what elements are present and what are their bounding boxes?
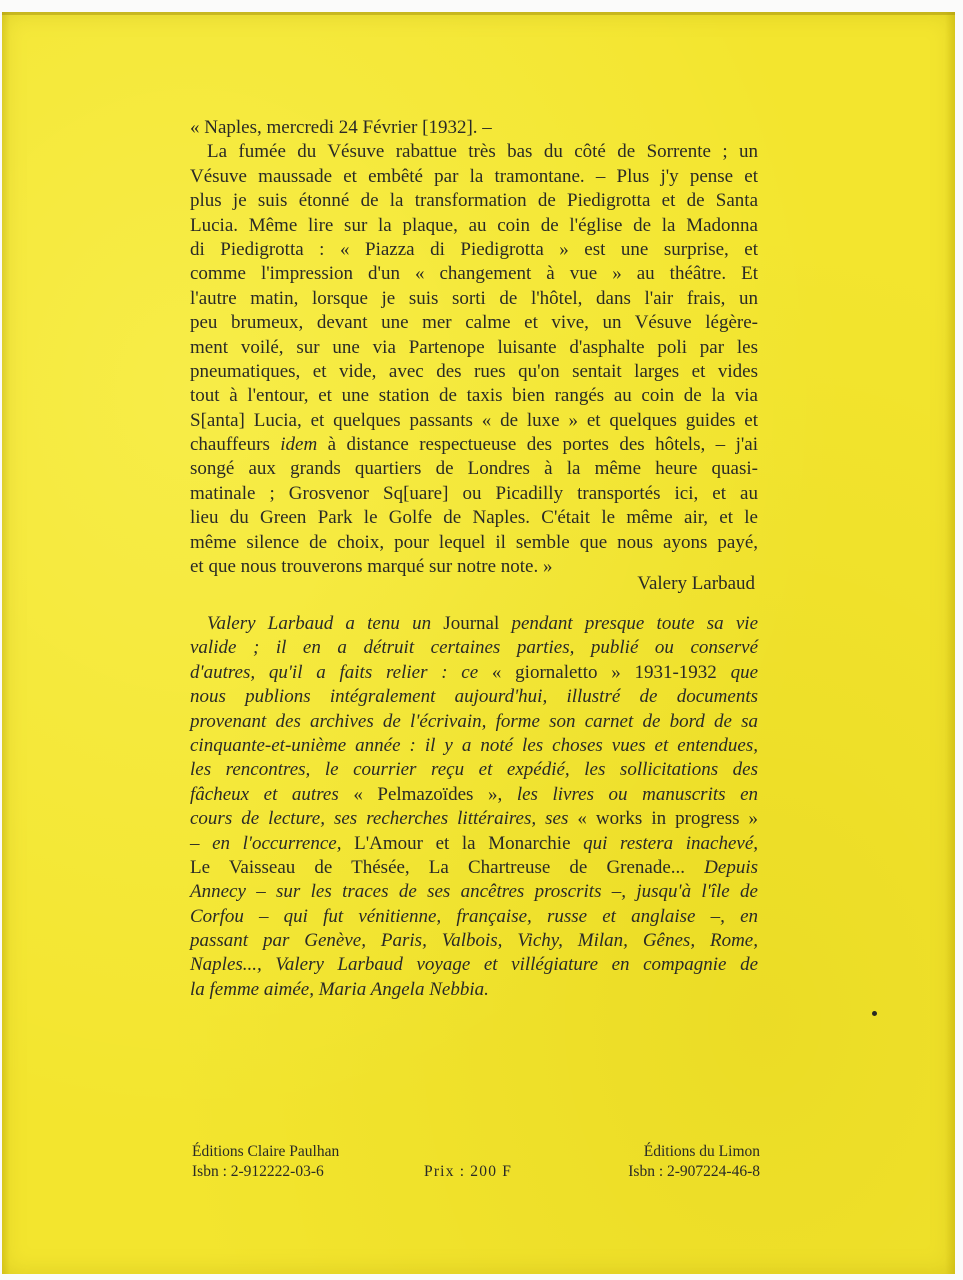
quote-signature: Valery Larbaud: [637, 573, 755, 594]
description-line: Annecy – sur les traces de ses ancêtres proscrits –, jusqu'à l'île de: [190, 881, 758, 903]
description-part: qui restera inachevé,: [583, 832, 758, 854]
quote-line: et que nous trouverons marqué sur notre note. »: [190, 556, 553, 578]
description-line: les rencontres, le courrier reçu et expédié, les sollicitations des: [190, 759, 758, 781]
quote-line-part: à distance respectueuse des portes des hôtels, – j'ai: [327, 434, 758, 456]
quote-line: l'autre matin, lorsque je suis sorti de l'hôtel, dans l'air frais, un: [190, 287, 758, 309]
quote-line: même silence de choix, pour lequel il semble que nous ayons payé,: [190, 531, 758, 553]
description-part: – en l'occurrence,: [190, 832, 342, 854]
description-line: [190, 612, 758, 636]
description-part: les livres ou manuscrits en: [516, 783, 759, 805]
description-part: L'Amour et la Monarchie: [354, 832, 571, 854]
quote-line: La fumée du Vésuve rabattue très bas du côté de Sorrente ; un: [207, 141, 758, 163]
description-line: [190, 807, 758, 831]
quote-line: plus je suis étonné de la transformation de Piedigrotta et de Santa: [190, 190, 758, 212]
description-line: [190, 783, 758, 807]
description-part: d'autres, qu'il a faits relier : ce: [190, 661, 479, 683]
quote-line: « Naples, mercredi 24 Février [1932]. –: [190, 117, 492, 138]
description-line: [190, 832, 758, 856]
quote-line: S[anta] Lucia, et quelques passants « de luxe » et quelques guides et: [190, 409, 758, 431]
footer-left: [192, 1142, 339, 1182]
description-line: provenant des archives de l'écrivain, forme son carnet de bord de sa: [190, 710, 758, 732]
quote-line: [190, 433, 758, 457]
description-line: passant par Genève, Paris, Valbois, Vichy, Milan, Gênes, Rome,: [190, 930, 758, 952]
publisher-name: Éditions Claire Paulhan: [192, 1143, 340, 1160]
description-line: Naples..., Valery Larbaud voyage et villégiature en compagnie de: [190, 954, 758, 976]
quote-line-part: chauffeurs: [190, 434, 270, 456]
description-line: Corfou – qui fut vénitienne, française, russe et anglaise –, en: [190, 905, 758, 927]
description-part: « works in progress »: [577, 808, 758, 830]
description-line: [190, 856, 758, 880]
italic-word: idem: [280, 434, 318, 456]
quote-line: tout à l'entour, et une station de taxis bien rangés au coin de la via: [190, 385, 758, 407]
footer-right: [600, 1142, 760, 1182]
quote-line: peu brumeux, devant une mer calme et vive, un Vésuve légère-: [190, 312, 758, 334]
publisher-name: Éditions du Limon: [643, 1143, 760, 1160]
description-part: « Pelmazoïdes »,: [353, 783, 503, 805]
quote-line: matinale ; Grosvenor Sq[uare] ou Picadilly transportés ici, et au: [190, 482, 758, 504]
description-line: [190, 661, 758, 685]
ink-speck: [872, 1011, 877, 1016]
description-block: [190, 612, 758, 1002]
description-part: pendant presque toute sa vie: [511, 613, 759, 634]
price-text: Prix : 200 F: [424, 1163, 513, 1180]
quote-line: Lucia. Même lire sur la plaque, au coin de l'église de la Madonna: [190, 214, 758, 236]
quote-line: songé aux grands quartiers de Londres à la même heure quasi-: [190, 458, 758, 480]
quote-line: di Piedigrotta : « Piazza di Piedigrotta » est une surprise, et: [190, 238, 758, 260]
description-line: valide ; il en a détruit certaines parties, publié ou conservé: [190, 637, 758, 659]
description-part: cours de lecture, ses recherches littéraires, ses: [190, 808, 569, 830]
description-part: « giornaletto » 1931-1932: [491, 661, 717, 683]
description-part: Journal: [443, 613, 500, 634]
description-part: que: [730, 661, 758, 683]
quote-line: pneumatiques, et vide, avec des rues qu'on sentait larges et vides: [190, 360, 758, 382]
quote-block: [190, 116, 758, 579]
description-part: Valery Larbaud a tenu un: [207, 613, 432, 634]
description-part: fâcheux et autres: [190, 783, 339, 805]
quote-line: lieu du Green Park le Golfe de Naples. C'était le même air, et le: [190, 507, 758, 529]
isbn-text: Isbn : 2-907224-46-8: [628, 1163, 760, 1180]
description-part: Depuis: [704, 856, 758, 878]
isbn-text: Isbn : 2-912222-03-6: [192, 1163, 324, 1180]
cover-top-edge: [2, 12, 955, 15]
quote-line: ment voilé, sur une via Partenope luisante d'asphalte poli par les: [190, 336, 758, 358]
quote-line: Vésuve maussade et embêté par la tramontane. – Plus j'y pense et: [190, 165, 758, 187]
description-line: la femme aimée, Maria Angela Nebbia.: [190, 978, 489, 1000]
description-line: cinquante-et-unième année : il y a noté les choses vues et entendues,: [190, 734, 758, 756]
description-part: Le Vaisseau de Thésée, La Chartreuse de Grenade...: [190, 856, 686, 878]
description-line: nous publions intégralement aujourd'hui, illustré de documents: [190, 686, 758, 708]
quote-line: comme l'impression d'un « changement à vue » au théâtre. Et: [190, 263, 758, 285]
